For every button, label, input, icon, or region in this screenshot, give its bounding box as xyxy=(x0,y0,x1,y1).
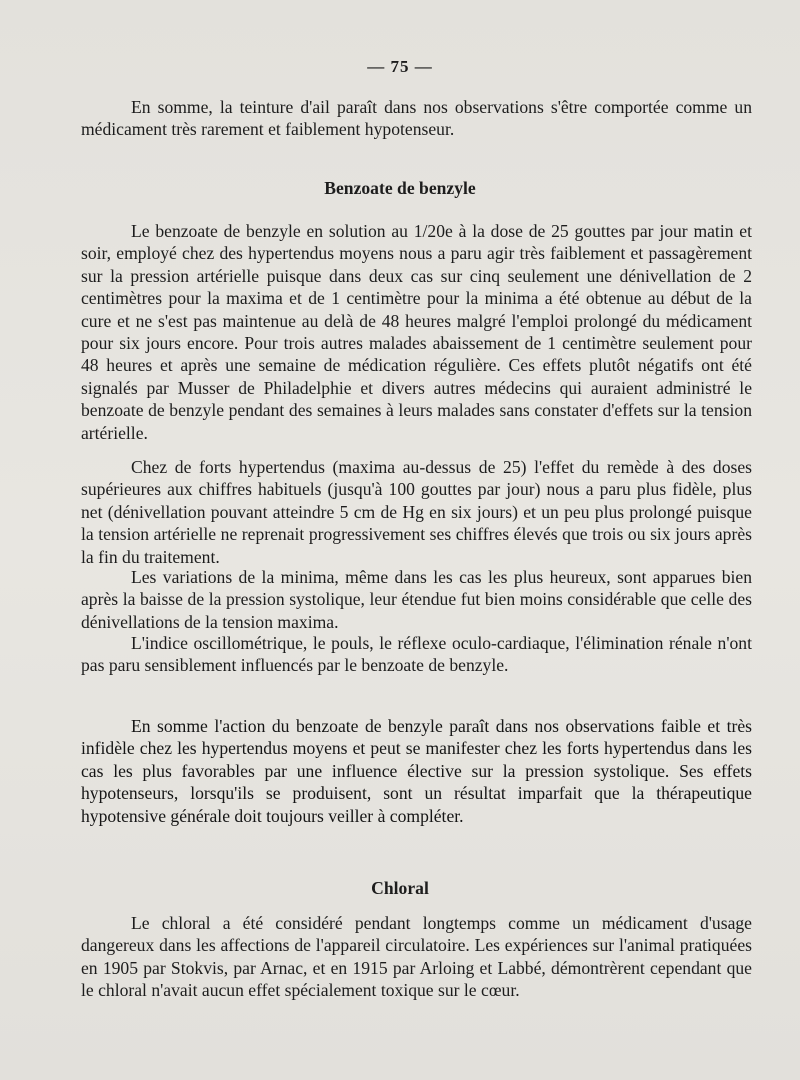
benzoate-paragraph-1 xyxy=(81,220,752,444)
chloral-paragraph-1 xyxy=(81,912,752,1002)
benzoate-conclusion-text: En somme l'action du benzoate de benzyle paraît dans nos observations faible et très infidèle chez les hypertendus moyens et peut se manifester chez les forts hypertendus dans les cas les plus favorables par une influence élective sur la pression systolique. Ses effets hypotenseurs, lorsqu'ils se produisent, sont un résultat imparfait que la thérapeutique hypotensive générale doit toujours veiller à compléter. xyxy=(81,716,752,826)
benzoate-paragraph-2-text: Chez de forts hypertendus (maxima au-dessus de 25) l'effet du remède à des doses supérieures aux chiffres habituels (jusqu'à 100 gouttes par jour) nous a paru plus fidèle, plus net (dénivellation pouvant atteindre 5 cm de Hg en six jours) et un peu plus prolongé puisque la tension artérielle ne reprenait progressivement ses chiffres élevés que trois ou six jours après la fin du traitement. xyxy=(81,457,752,567)
benzoate-paragraph-3-text: Les variations de la minima, même dans les cas les plus heureux, sont apparues bien après la baisse de la pression systolique, leur étendue fut bien moins considérable que celle des dénivellations de la tension maxima. xyxy=(81,567,752,632)
benzoate-paragraph-1-text: Le benzoate de benzyle en solution au 1/20e à la dose de 25 gouttes par jour matin et soir, employé chez des hypertendus moyens nous a paru agir très faiblement et passagèrement sur la pression artérielle puisque dans deux cas sur cinq seulement une dénivellation de 2 centimètres pour la maxima et de 1 centimètre pour la minima a été obtenue au début de la cure et ne s'est pas maintenue au delà de 48 heures malgré l'emploi prolongé du médicament pour six jours encore. Pour trois autres malades abaissement de 1 centimètre seulement pour 48 heures et après une semaine de médication régulière. Ces effets plutôt négatifs ont été signalés par Musser de Philadelphie et divers autres médecins qui auraient administré le benzoate de benzyle pendant des semaines à leurs malades sans constater d'effets sur la tension artérielle. xyxy=(81,221,752,443)
benzoate-paragraph-2 xyxy=(81,456,752,568)
section-heading-chloral: Chloral xyxy=(371,878,429,898)
section-heading-benzoate: Benzoate de benzyle xyxy=(324,178,476,198)
chloral-paragraph-1-text: Le chloral a été considéré pendant longtemps comme un médicament d'usage dangereux dans les affections de l'appareil circulatoire. Les expériences sur l'animal pratiquées en 1905 par Stokvis, par Arnac, et en 1915 par Arloing et Labbé, démontrèrent cependant que le chloral n'avait aucun effet spécialement toxique sur le cœur. xyxy=(81,913,752,1001)
benzoate-paragraph-3 xyxy=(81,566,752,633)
benzoate-conclusion xyxy=(81,715,752,827)
benzoate-paragraph-4-text: L'indice oscillométrique, le pouls, le réflexe oculo-cardiaque, l'élimination rénale n'ont pas paru sensiblement influencés par le benzoate de benzyle. xyxy=(81,633,752,676)
intro-paragraph xyxy=(81,96,752,141)
page-number: — 75 — xyxy=(367,57,433,76)
intro-text: En somme, la teinture d'ail paraît dans nos observations s'être comportée comme un médicament très rarement et faiblement hypotenseur. xyxy=(81,97,752,140)
benzoate-paragraph-4 xyxy=(81,632,752,677)
